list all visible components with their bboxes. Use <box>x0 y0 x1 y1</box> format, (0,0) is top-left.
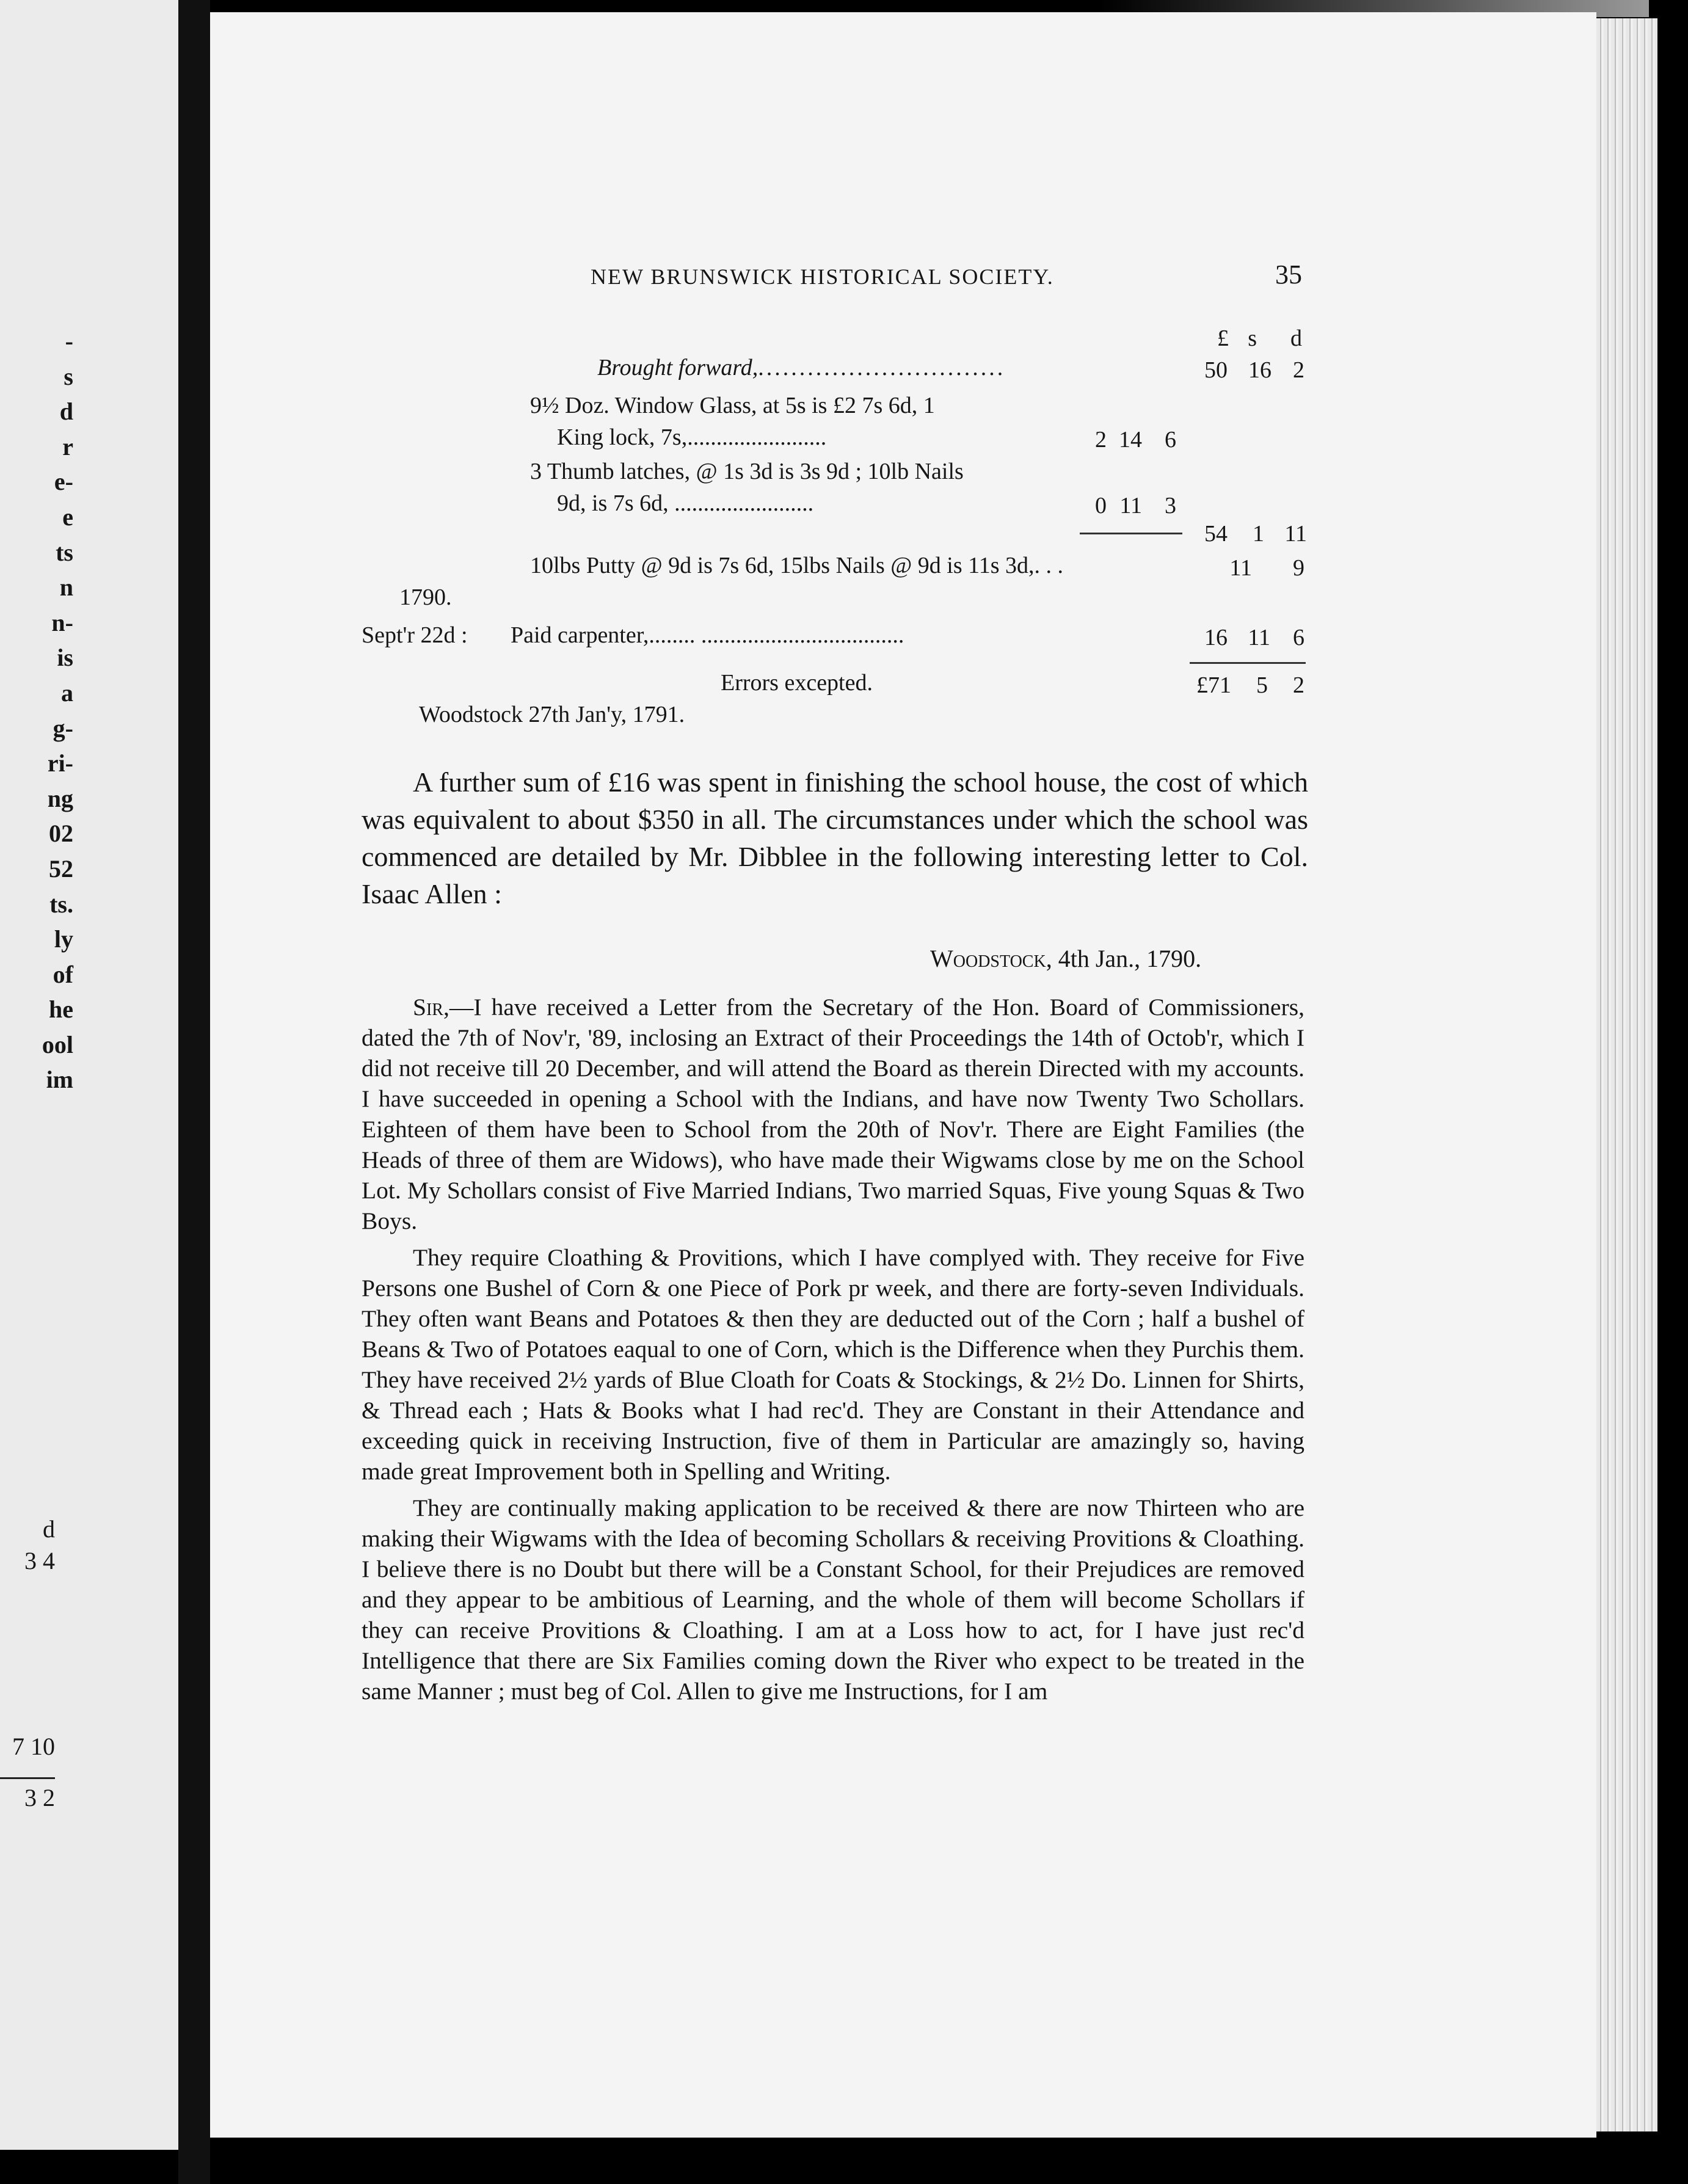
amount-pence: 2 <box>1293 357 1304 383</box>
line-end: ly <box>54 925 73 953</box>
page-edges <box>1596 18 1657 2131</box>
item-putty-nails: 10lbs Putty @ 9d is 7s 6d, 15lbs Nails @ 9d is 11s 3d,. . . <box>530 553 1063 578</box>
line-end: e <box>62 503 73 531</box>
item-window-glass-line1: 9½ Doz. Window Glass, at 5s is £2 7s 6d, 1 <box>530 393 935 418</box>
figure-text: 7 10 <box>12 1733 55 1760</box>
amount-shillings: 14 <box>1119 427 1142 453</box>
amount-pence: 6 <box>1165 427 1176 453</box>
previous-page-rule <box>0 1777 55 1779</box>
line-end: ool <box>42 1030 73 1058</box>
letter-paragraph-text: —I have received a Letter from the Secretary of the Hon. Board of Commissioners, dated the 7th of Nov'r, '89, inclosing an Extract of their Proceedings the 14th of Octob'r, which I did not receive till 20 December, and will attend the Board as therein Directed with my accounts. I have succeeded in opening a School with the Indians, and have now Twenty Two Schollars. Eighteen of them have been to School from the 20th of Nov'r. There are Eight Families (the Heads of three of them are Widows), who have made their Wigwams close by me on the School Lot. My Schollars consist of Five Married Indians, Two married Squas, Five young Squas & Two Boys. <box>362 994 1304 1234</box>
brought-forward-row <box>597 354 1005 381</box>
amount-pounds: 2 <box>1095 427 1107 453</box>
amount-pence: 3 <box>1165 493 1176 519</box>
figure-text: 3 2 <box>24 1784 55 1811</box>
line-end: - <box>65 327 73 355</box>
letter-paragraph: They are continually making application to be received & there are now Thirteen who are making their Wigwams with the Idea of becoming Schollars & receiving Provitions & Cloathing. I believe there is no Doubt but there will be a Constant School, for their Prejudices are removed and they appear to be ambitious of Learning, and the whole of them will become Schollars if they can receive Provitions & Cloathing. I am at a Loss how to act, for I have just rec'd Intelligence that there are Six Families coming down the River who expect to be treated in the same Manner ; must beg of Col. Allen to give me Instructions, for I am <box>362 1494 1304 1705</box>
amount-pounds: 0 <box>1095 493 1107 519</box>
running-head: NEW BRUNSWICK HISTORICAL SOCIETY. <box>591 264 1054 289</box>
intro-paragraph: A further sum of £16 was spent in finishing the school house, the cost of which was equivalent to about $350 in all. The circumstances under which the school was commenced are detailed by Mr. Dibblee in the following interesting letter to Col. Isaac Allen : <box>362 766 1308 909</box>
item-carpenter-desc: Paid carpenter,........ ................................... <box>511 622 904 648</box>
subtotal-rule <box>1080 533 1182 534</box>
letter-salutation: Sir, <box>413 994 449 1021</box>
amount-shillings: 1 <box>1253 521 1264 547</box>
line-end: a <box>61 679 73 707</box>
line-end: r <box>62 432 73 460</box>
item-carpenter-date: Sept'r 22d : <box>362 622 468 648</box>
pence-column-head: d <box>1290 326 1302 351</box>
total-rule <box>1190 662 1306 664</box>
shillings-column-head: s <box>1248 326 1257 351</box>
item-window-glass-line2: King lock, 7s,........................ <box>557 424 827 450</box>
letter-paragraph <box>362 992 1304 1236</box>
item-thumb-latches-line2: 9d, is 7s 6d, ........................ <box>557 490 814 516</box>
amount-pounds: 16 <box>1204 625 1228 650</box>
line-end: is <box>57 644 73 672</box>
amount-shillings: 11 <box>1229 555 1252 581</box>
line-end: d <box>59 398 73 426</box>
line-end: ng <box>47 784 73 812</box>
amount-shillings: 16 <box>1248 357 1271 383</box>
line-end: ts. <box>49 890 73 918</box>
amount-pounds: 54 <box>1204 521 1228 547</box>
total-pounds: £71 <box>1196 672 1231 698</box>
line-end: n <box>59 573 73 602</box>
line-end: ri- <box>47 749 73 777</box>
line-end: 02 <box>49 820 73 848</box>
intro-paragraph-block <box>362 763 1308 912</box>
line-end: n- <box>51 608 73 636</box>
total-shillings: 5 <box>1256 672 1268 698</box>
previous-page-line-ends <box>0 324 73 1097</box>
total-pence: 2 <box>1293 672 1304 698</box>
account-year: 1790. <box>399 584 452 610</box>
amount-pence: 6 <box>1293 625 1304 650</box>
leader-dots: .............................. <box>758 355 1006 380</box>
line-end: of <box>53 960 73 988</box>
line-end: e- <box>54 468 73 496</box>
pounds-column-head: £ <box>1217 326 1229 351</box>
line-end: s <box>64 362 73 390</box>
letter-date: , 4th Jan., 1790. <box>1046 945 1202 972</box>
book-gutter <box>178 0 210 2184</box>
letter-body <box>362 992 1304 1713</box>
figure-text: 3 4 <box>24 1547 55 1574</box>
amount-pence: 11 <box>1284 521 1307 547</box>
letter-dateline <box>930 944 1201 973</box>
line-end: ts <box>56 538 73 566</box>
item-thumb-latches-line1: 3 Thumb latches, @ 1s 3d is 3s 9d ; 10lb Nails <box>530 459 964 484</box>
line-end: he <box>49 996 73 1024</box>
signed-place-date: Woodstock 27th Jan'y, 1791. <box>419 702 685 727</box>
line-end: 52 <box>49 854 73 883</box>
page-number: 35 <box>1275 260 1302 289</box>
amount-pence: 9 <box>1293 555 1304 581</box>
errors-excepted: Errors excepted. <box>721 670 873 696</box>
previous-page-fragment <box>0 0 178 2150</box>
amount-shillings: 11 <box>1248 625 1270 650</box>
brought-forward-label: Brought forward, <box>597 355 759 380</box>
letter-paragraph: They require Cloathing & Provitions, which I have complyed with. They receive for Five Persons one Bushel of Corn & one Piece of Pork pr week, and there are forty-seven Individuals. They often want Beans and Potatoes & then they are deducted out of the Corn ; half a bushel of Beans & Two of Potatoes eaqual to one of Corn, which is the Difference when they Purchis them. They have received 2½ yards of Blue Cloath for Coats & Stockings, & 2½ Do. Linnen for Shirts, & Thread each ; Hats & Books what I had rec'd. They are Constant in their Attendance and exceeding quick in receiving Instruction, five of them in Particular are amazingly so, having made great Improvement both in Spelling and Writing. <box>362 1244 1304 1485</box>
letter-place: Woodstock <box>930 945 1046 972</box>
line-end: im <box>46 1066 73 1094</box>
line-end: g- <box>53 714 73 742</box>
amount-shillings: 11 <box>1119 493 1142 519</box>
figure-text: d <box>43 1515 55 1543</box>
amount-pounds: 50 <box>1204 357 1228 383</box>
